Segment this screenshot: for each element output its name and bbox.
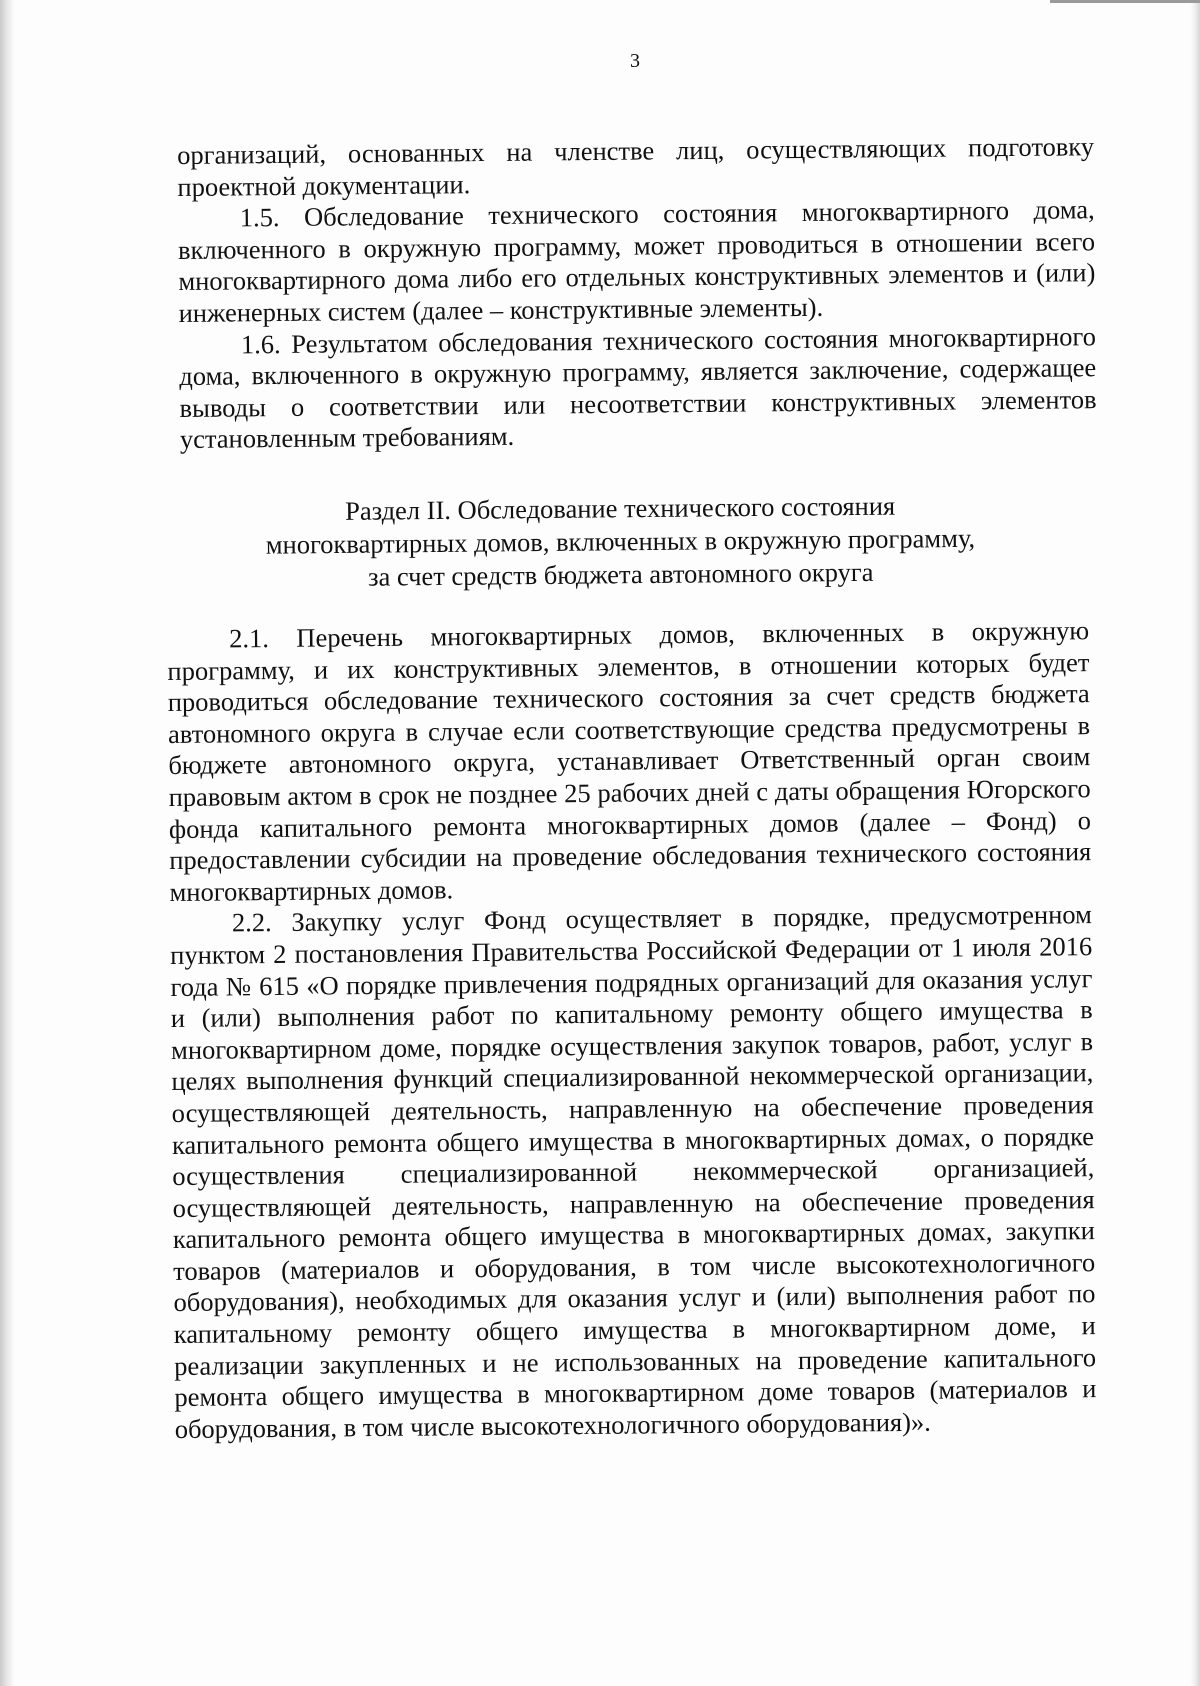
paragraph-2-1: 2.1. Перечень многоквартирных домов, включенных в окружную программу, и их конструктивных элементов, в отношении которых будет проводиться обследование технического состояния за счет средств бюджета автономного округа в случае если соответствующие средства предусмотрены в бюджете автономного округа, устанавливает Ответственный орган своим правовым актом в срок не позднее 25 рабочих дней с даты обращения Югорского фонда капитального ремонта многоквартирных домов (далее – Фонд) о предоставлении субсидии на проведение обследования технического состояния многоквартирных домов. — [167, 615, 1092, 907]
paragraph-2-2: 2.2. Закупку услуг Фонд осуществляет в порядке, предусмотренном пунктом 2 постановления Правительства Российской Федерации от 1 июля 2016 года № 615 «О порядке привлечения подрядных организаций для оказания услуг и (или) выполнения работ по капитальному ремонту общего имущества в многоквартирном доме, порядке осуществления закупок товаров, работ, услуг в целях выполнения функций специализированной некоммерческой организации, осуществляющей деятельность, направленную на обеспечение проведения капитального ремонта общего имущества в многоквартирных домах, о порядке осуществления специализированной некоммерческой организацией, осуществляющей деятельность, направленную на обеспечение проведения капитального ремонта общего имущества в многоквартирных домах, закупки товаров (материалов и оборудования, в том числе высокотехнологичного оборудования), необходимых для оказания услуг и (или) выполнения работ по капитальному ремонту общего имущества в многоквартирном доме, и реализации закупленных и не использованных на проведение капитального ремонта общего имущества в многоквартирном доме товаров (материалов и оборудования, в том числе высокотехнологичного оборудования)». — [170, 899, 1097, 1444]
section-heading-line-2: многоквартирных домов, включенных в окружную программу, — [265, 522, 976, 560]
scan-shadow-left — [0, 0, 14, 1686]
top-text-block — [177, 131, 1097, 456]
section-heading-line-1: Раздел II. Обследование технического состояния — [344, 490, 896, 526]
page-number: 3 — [630, 50, 640, 72]
paragraph-continuation: организаций, основанных на членстве лиц, осуществляющих подготовку проектной документации. — [177, 131, 1095, 202]
bottom-text-block — [167, 615, 1097, 1445]
paragraph-1-6: 1.6. Результатом обследования технического состояния многоквартирного дома, включенного в окружную программу, является заключение, содержащее выводы о соответствии или несоответствии конструктивных элементов установленным требованиям. — [179, 320, 1097, 455]
scan-edge-line — [1050, 0, 1200, 3]
scan-shadow-right — [1190, 0, 1200, 1686]
paragraph-1-5: 1.5. Обследование технического состояния многоквартирного дома, включенного в окружную программу, может проводиться в отношении всего многоквартирного дома либо его отдельных конструктивных элементов и (или) инженерных систем (далее – конструктивные элементы). — [177, 194, 1096, 328]
section-heading-line-3: за счет средств бюджета автономного округа — [367, 556, 874, 592]
section-heading — [230, 489, 1011, 595]
